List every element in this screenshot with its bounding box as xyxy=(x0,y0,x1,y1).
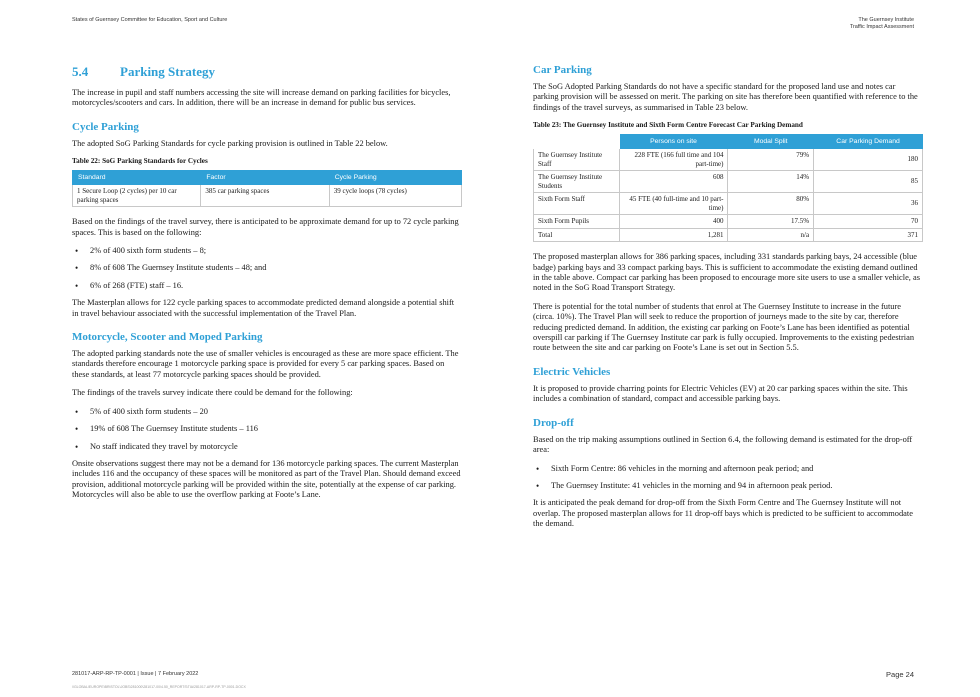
car-heading: Car Parking xyxy=(533,64,592,76)
header-right xyxy=(850,17,914,31)
ev-paragraph: It is proposed to provide charring points for Electric Vehicles (EV) at 20 car parking spaces within the site. This includes a combination of standard, compact and accessible parking bays. xyxy=(533,383,908,404)
table22 xyxy=(72,170,462,207)
car-paragraph-3: There is potential for the total number of students that enrol at The Guernsey Institute to increase in the future (circa. 10%). The Travel Plan will seek to reduce the proportion of journeys made to the site by car, therefore reducing predicted demand. In addition, the existing car parking on Foote’s Lane has been identified as potential overspill car parking if The Guernsey Institute car park is fully occupied. Improvements to the existing pedestrian route between the site and car parking on Foote’s Lane is set out in Section 5.5. xyxy=(533,301,915,353)
list-item: • 6% of 268 (FTE) staff – 16. xyxy=(72,281,462,291)
table23-cell: 79% xyxy=(728,149,814,171)
footer-file-path: \\GLOBAL\EUROPE\BRISTOL\JOBS\281000\281017-00\4.50_REPORTS\TIA\281017-ARP-RP-TP-0001.DOCX xyxy=(72,685,246,689)
list-item: • 8% of 608 The Guernsey Institute students – 48; and xyxy=(72,263,462,273)
table23-header: Car Parking Demand xyxy=(814,135,923,149)
list-item: • 2% of 400 sixth form students – 8; xyxy=(72,246,462,256)
table-row xyxy=(534,171,923,193)
table23-cell: 85 xyxy=(814,171,923,193)
table23-cell: 80% xyxy=(728,193,814,215)
moto-heading: Motorcycle, Scooter and Moped Parking xyxy=(72,331,263,344)
right-column xyxy=(533,64,923,538)
table23-cell: 180 xyxy=(814,149,923,171)
list-item: • 19% of 608 The Guernsey Institute students – 116 xyxy=(72,424,462,434)
table-row xyxy=(534,193,923,215)
table-row xyxy=(73,185,462,207)
table23-cell: 45 FTE (40 full-time and 10 part-time) xyxy=(619,193,728,215)
moto-paragraph-1: The adopted parking standards note the use of smaller vehicles is encouraged as these are more space efficient. The standards therefore encourage 1 motorcycle parking space is provided for every 5 car parking spaces. Based on these standards, at least 77 motorcycle parking spaces should be provided. xyxy=(72,349,459,379)
cycle-paragraph-3: The Masterplan allows for 122 cycle parking spaces to accommodate predicted demand alongside a potential shift in travel behaviour associated with the successful implementation of the Travel Plan. xyxy=(72,298,455,318)
car-paragraph-1: The SoG Adopted Parking Standards do not have a specific standard for the proposed land use and notes car parking provision will be assessed on merit. The parking on site has therefore been quantified with reference to the findings of the travel surveys, as summarised in Table 23 below. xyxy=(533,82,918,112)
table23-header-row xyxy=(534,135,923,149)
header-right-line2: Traffic Impact Assessment xyxy=(849,24,914,30)
table23-caption: Table 23: The Guernsey Institute and Sixth Form Centre Forecast Car Parking Demand xyxy=(533,121,803,130)
table23-cell: 17.5% xyxy=(728,215,814,229)
table23-cell: Total xyxy=(534,228,620,242)
table22-cell: 1 Secure Loop (2 cycles) per 10 car parking spaces xyxy=(73,185,201,207)
car-paragraph-2: The proposed masterplan allows for 386 parking spaces, including 331 standards parking bays, 24 accessible (blue badge) parking bays and 33 compact parking bays. This is sufficient to accommodate the existing demand outlined in the table above. Compact car parking has been proposed to encourage more site users to use a smaller vehicle, as noted in the SoG Road Transport Strategy. xyxy=(533,252,920,293)
table22-header-row xyxy=(73,171,462,185)
footer-document-ref: 281017-ARP-RP-TP-0001 | Issue | 7 February 2022 xyxy=(72,671,199,677)
table23-header: Persons on site xyxy=(619,135,728,149)
dropoff-paragraph-2: It is anticipated the peak demand for drop-off from the Sixth Form Centre and The Guernsey Institute will not overlap. The proposed masterplan allows for 11 drop-off bays which is predicted to be sufficient to accommodate the demand. xyxy=(533,498,913,529)
moto-paragraph-2: The findings of the travels survey indicate there could be demand for the following: xyxy=(72,388,353,398)
moto-bullets xyxy=(72,407,462,452)
table23-header-empty xyxy=(534,135,620,149)
table-row xyxy=(534,215,923,229)
table-row xyxy=(534,228,923,242)
table23-cell: 608 xyxy=(619,171,728,193)
cycle-paragraph-2: Based on the findings of the travel survey, there is anticipated to be approximate demand for up to 72 cycle parking spaces. This is based on the following: xyxy=(72,217,459,237)
dropoff-bullets xyxy=(533,464,923,492)
table22-cell: 39 cycle loops (78 cycles) xyxy=(329,185,461,207)
cycle-heading: Cycle Parking xyxy=(72,120,139,133)
table23-cell: 228 FTE (166 full time and 104 part-time) xyxy=(619,149,728,171)
moto-paragraph-3: Onsite observations suggest there may not be a demand for 136 motorcycle parking spaces. The current Masterplan includes 116 and the occupancy of these spaces will be monitored as part of the Travel Plan. Should demand exceed provision, additional motorcycle parking will be provided within the site, potentially at the expense of car parking. Motorcycles will also be able to use the overflow parking at Foote’s Lane. xyxy=(72,458,461,500)
list-item: • 5% of 400 sixth form students – 20 xyxy=(72,407,462,417)
table23-cell: 36 xyxy=(814,193,923,215)
table23-cell: 400 xyxy=(619,215,728,229)
table22-header: Factor xyxy=(201,171,329,185)
ev-heading: Electric Vehicles xyxy=(533,365,611,378)
table22-header: Standard xyxy=(73,171,201,185)
list-item: • No staff indicated they travel by motorcycle xyxy=(72,442,462,452)
table23 xyxy=(533,134,923,242)
header-right-line1: The Guernsey Institute xyxy=(858,17,914,23)
dropoff-heading: Drop-off xyxy=(533,416,574,429)
dropoff-paragraph-1: Based on the trip making assumptions outlined in Section 6.4, the following demand is estimated for the drop-off area: xyxy=(533,434,913,455)
table22-header: Cycle Parking xyxy=(329,171,461,185)
list-item: • Sixth Form Centre: 86 vehicles in the morning and afternoon peak period; and xyxy=(533,464,923,474)
table23-cell: 371 xyxy=(814,228,923,242)
section-title: Parking Strategy xyxy=(120,64,215,79)
list-item: • The Guernsey Institute: 41 vehicles in the morning and 94 in afternoon peak period. xyxy=(533,481,923,491)
table23-cell: 14% xyxy=(728,171,814,193)
header-left: States of Guernsey Committee for Education, Sport and Culture xyxy=(72,17,228,23)
left-column xyxy=(72,64,462,509)
table22-cell: 385 car parking spaces xyxy=(201,185,329,207)
table23-cell: 1,281 xyxy=(619,228,728,242)
cycle-bullets xyxy=(72,246,462,291)
table22-caption: Table 22: SoG Parking Standards for Cycles xyxy=(72,157,208,166)
table-row xyxy=(534,149,923,171)
page-number: Page 24 xyxy=(886,670,914,679)
table23-cell: The Guernsey Institute Staff xyxy=(534,149,620,171)
intro-paragraph: The increase in pupil and staff numbers accessing the site will increase demand on parking facilities for bicycles, motorcycles/scooters and cars. In addition, there will be an increase in demand for public bus services. xyxy=(72,88,451,108)
table23-cell: The Guernsey Institute Students xyxy=(534,171,620,193)
section-heading xyxy=(72,64,462,80)
table23-cell: Sixth Form Pupils xyxy=(534,215,620,229)
table23-cell: 70 xyxy=(814,215,923,229)
table23-header: Modal Split xyxy=(728,135,814,149)
table23-cell: Sixth Form Staff xyxy=(534,193,620,215)
table23-cell: n/a xyxy=(728,228,814,242)
section-number: 5.4 xyxy=(72,64,89,79)
cycle-paragraph-1: The adopted SoG Parking Standards for cycle parking provision is outlined in Table 22 below. xyxy=(72,138,388,148)
